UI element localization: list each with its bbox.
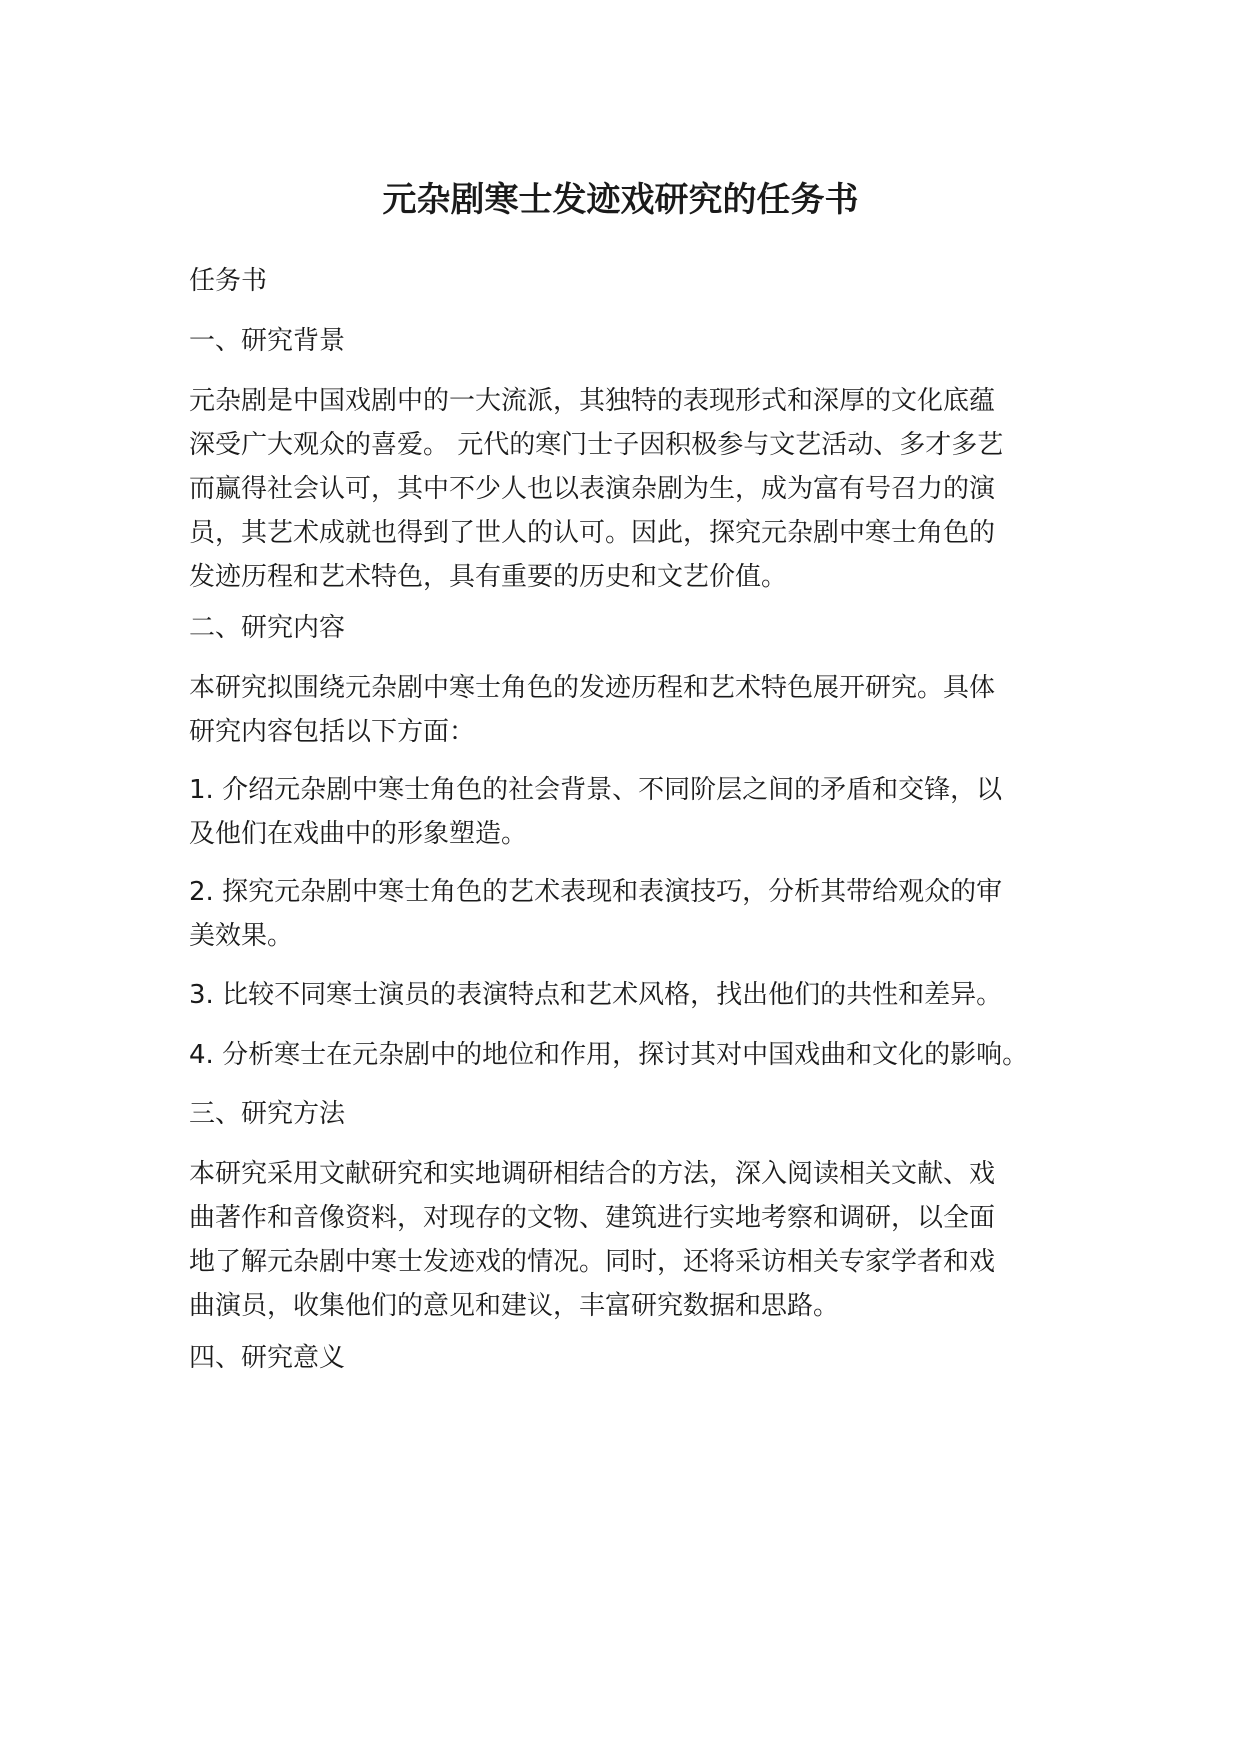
paragraph-line: 研究内容包括以下方面： bbox=[189, 717, 476, 747]
paragraph-line: 元杂剧是中国戏剧中的一大流派，其独特的表现形式和深厚的文化底蕴 bbox=[189, 386, 996, 416]
section-heading-significance: 四、研究意义 bbox=[189, 1343, 346, 1373]
content-item-1 bbox=[189, 768, 1089, 856]
method-paragraph bbox=[189, 1152, 1089, 1328]
paragraph-line: 而赢得社会认可，其中不少人也以表演杂剧为生，成为富有号召力的演 bbox=[189, 474, 996, 504]
document-title: 元杂剧寒士发迹戏研究的任务书 bbox=[382, 180, 859, 220]
content-intro-paragraph bbox=[189, 666, 1089, 754]
section-heading-background: 一、研究背景 bbox=[189, 326, 346, 356]
paragraph-line: 美效果。 bbox=[189, 921, 294, 951]
paragraph-line: 员，其艺术成就也得到了世人的认可。因此，探究元杂剧中寒士角色的 bbox=[189, 518, 996, 548]
section-heading-method: 三、研究方法 bbox=[189, 1099, 346, 1129]
paragraph-line: 曲演员，收集他们的意见和建议，丰富研究数据和思路。 bbox=[189, 1291, 840, 1321]
paragraph-line: 2. 探究元杂剧中寒士角色的艺术表现和表演技巧，分析其带给观众的审 bbox=[189, 877, 1003, 907]
paragraph-line: 及他们在戏曲中的形象塑造。 bbox=[189, 819, 528, 849]
paragraph-line: 1. 介绍元杂剧中寒士角色的社会背景、不同阶层之间的矛盾和交锋，以 bbox=[189, 775, 1003, 805]
paragraph-line: 曲著作和音像资料，对现存的文物、建筑进行实地考察和调研，以全面 bbox=[189, 1203, 996, 1233]
task-label: 任务书 bbox=[189, 266, 268, 296]
content-item-3: 3. 比较不同寒士演员的表演特点和艺术风格，找出他们的共性和差异。 bbox=[189, 980, 1003, 1010]
section-heading-content: 二、研究内容 bbox=[189, 613, 346, 643]
paragraph-line: 地了解元杂剧中寒士发迹戏的情况。同时，还将采访相关专家学者和戏 bbox=[189, 1247, 996, 1277]
background-paragraph bbox=[189, 379, 1089, 599]
paragraph-line: 本研究拟围绕元杂剧中寒士角色的发迹历程和艺术特色展开研究。具体 bbox=[189, 673, 996, 703]
content-item-4: 4. 分析寒士在元杂剧中的地位和作用，探讨其对中国戏曲和文化的影响。 bbox=[189, 1040, 1029, 1070]
paragraph-line: 发迹历程和艺术特色，具有重要的历史和文艺价值。 bbox=[189, 562, 788, 592]
content-item-2 bbox=[189, 870, 1089, 958]
paragraph-line: 本研究采用文献研究和实地调研相结合的方法，深入阅读相关文献、戏 bbox=[189, 1159, 996, 1189]
paragraph-line: 深受广大观众的喜爱。 元代的寒门士子因积极参与文艺活动、多才多艺 bbox=[189, 430, 1004, 460]
